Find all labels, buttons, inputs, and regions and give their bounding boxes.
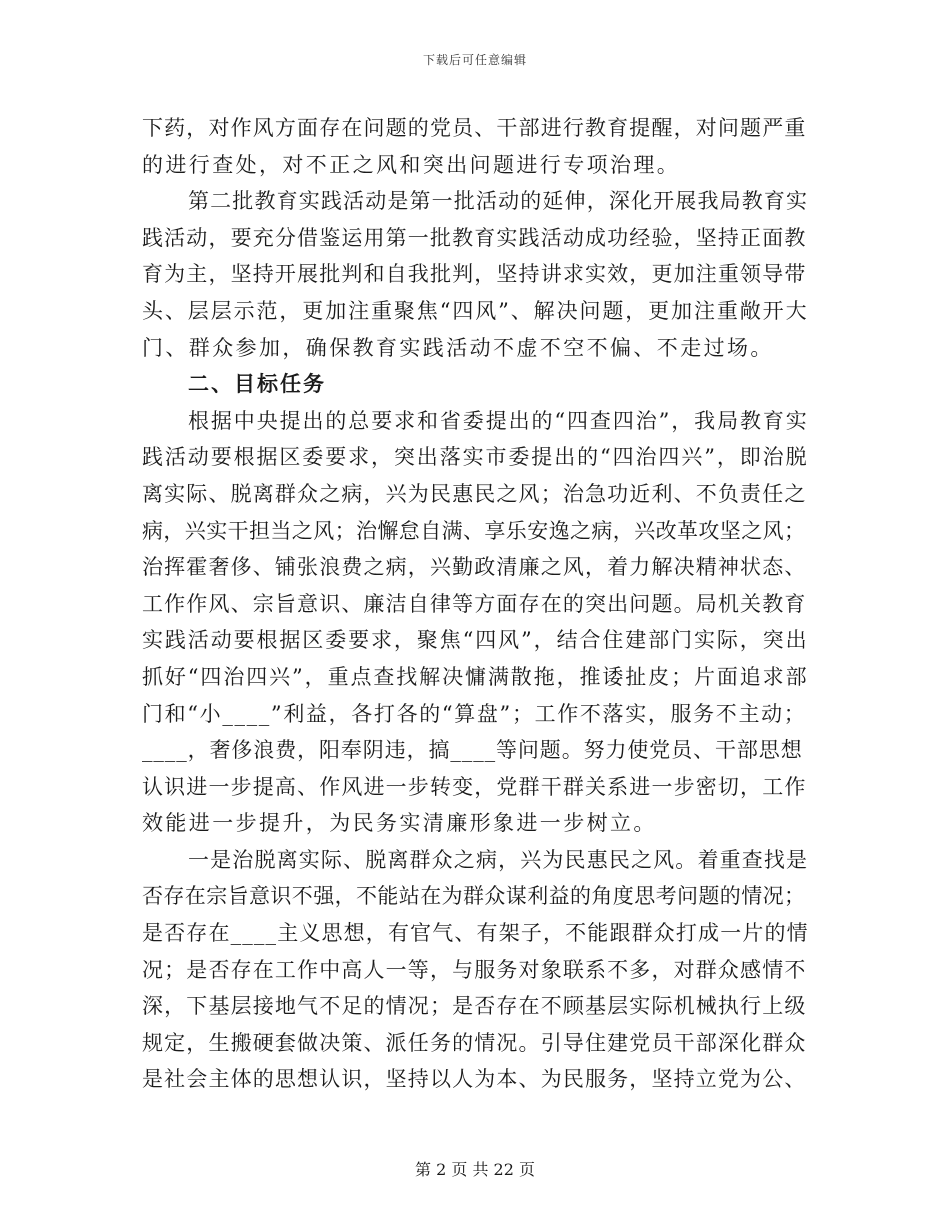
- text-line: 践活动要根据区委要求，突出落实市委提出的“四治四兴”，即治脱: [142, 445, 809, 470]
- page-header: 下载后可任意编辑: [422, 53, 527, 67]
- text-line: 规定，生搬硬套做决策、派任务的情况。引导住建党员干部深化群众: [142, 1030, 807, 1055]
- text-line: 否存在宗旨意识不强，不能站在为群众谋利益的角度思考问题的情况；: [142, 884, 806, 909]
- text-line: 的进行查处，对不正之风和突出问题进行专项治理。: [142, 152, 681, 177]
- text-line: 育为主，坚持开展批判和自我批判，坚持讲求实效，更加注重领导带: [142, 262, 807, 287]
- text-line: ____，奢侈浪费，阳奉阴违，搞____等问题。努力使党员、干部思想: [142, 738, 803, 763]
- text-line: 离实际、脱离群众之病，兴为民惠民之风；治急功近利、不负责任之: [142, 481, 807, 506]
- text-line: 工作作风、宗旨意识、廉洁自律等方面存在的突出问题。局机关教育: [142, 591, 807, 616]
- text-line: 治挥霍奢侈、铺张浪费之病，兴勤政清廉之风，着力解决精神状态、: [142, 555, 807, 580]
- text-line: 病，兴实干担当之风；治懈怠自满、享乐安逸之病，兴改革攻坚之风；: [142, 518, 806, 543]
- text-line: 根据中央提出的总要求和省委提出的“四查四治”，我局教育实: [188, 408, 809, 433]
- document-body: [142, 110, 810, 1098]
- text-line: 是社会主体的思想认识，坚持以人为本、为民服务，坚持立党为公、: [142, 1067, 807, 1092]
- page-footer: 第 2 页 共 22 页: [415, 1160, 535, 1179]
- text-line: 第二批教育实践活动是第一批活动的延伸，深化开展我局教育实: [188, 189, 809, 214]
- text-line: 下药，对作风方面存在问题的党员、干部进行教育提醒，对问题严重: [142, 116, 807, 140]
- text-line: 门、群众参加，确保教育实践活动不虚不空不偏、不走过场。: [142, 335, 774, 360]
- text-line: 认识进一步提高、作风进一步转变，党群干群关系进一步密切，工作: [142, 774, 807, 799]
- text-line: 效能进一步提升，为民务实清廉形象进一步树立。: [142, 811, 657, 836]
- text-line: 深，下基层接地气不足的情况；是否存在不顾基层实际机械执行上级: [142, 994, 807, 1019]
- text-line: 况；是否存在工作中高人一等，与服务对象联系不多，对群众感情不: [142, 957, 807, 982]
- text-line: 抓好“四治四兴”，重点查找解决慵满散拖，推诿扯皮；片面追求部: [142, 664, 809, 689]
- text-line: 践活动，要充分借鉴运用第一批教育实践活动成功经验，坚持正面教: [142, 225, 807, 250]
- text-line: 一是治脱离实际、脱离群众之病，兴为民惠民之风。着重查找是: [188, 847, 809, 872]
- text-line: 实践活动要根据区委要求，聚焦“四风”，结合住建部门实际，突出: [142, 628, 809, 653]
- text-line: 头、层层示范，更加注重聚焦“四风”、解决问题，更加注重敞开大: [142, 298, 809, 323]
- section-heading: 二、目标任务: [188, 372, 326, 397]
- text-line: 是否存在____主义思想，有官气、有架子，不能跟群众打成一片的情: [142, 921, 809, 946]
- text-line: 门和“小____”利益，各打各的“算盘”；工作不落实，服务不主动；: [142, 701, 807, 726]
